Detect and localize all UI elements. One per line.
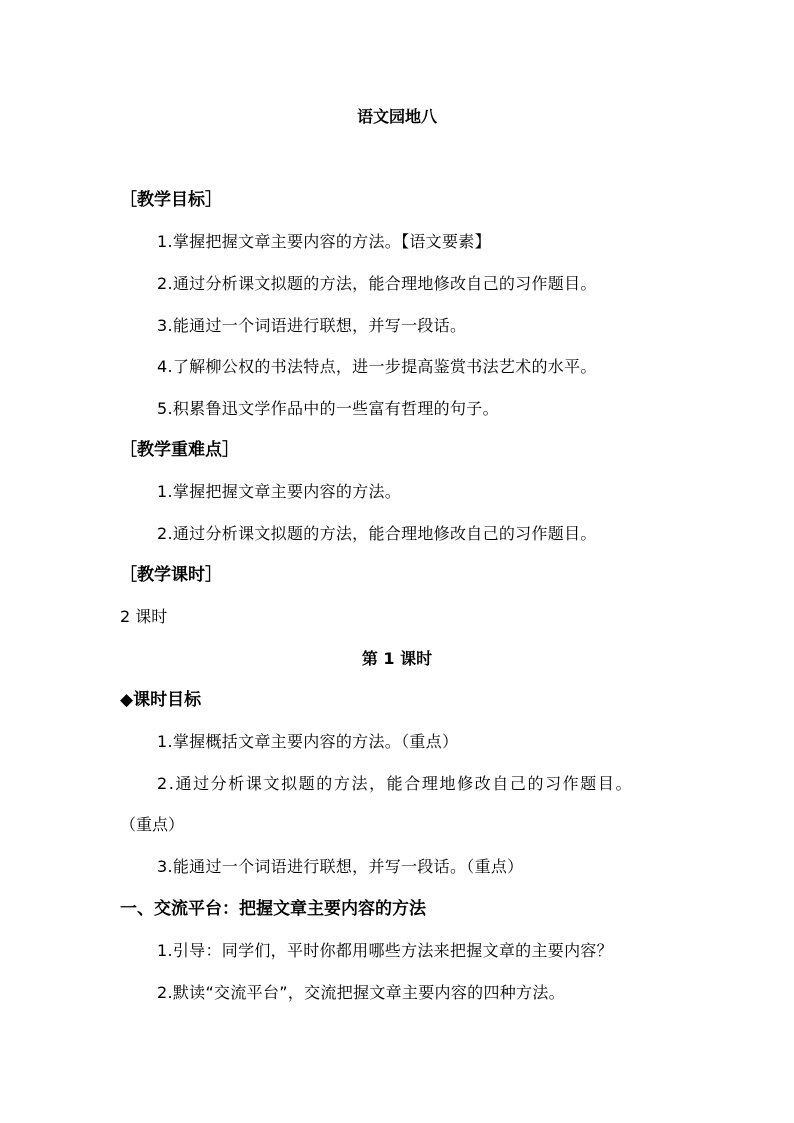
objective-item: 3.能通过一个词语进行联想，并写一段话。: [157, 316, 467, 335]
objective-item: 4.了解柳公权的书法特点，进一步提高鉴赏书法艺术的水平。: [157, 357, 597, 376]
document-title: 语文园地八: [356, 107, 437, 126]
lesson-goals-heading: ◆课时目标: [120, 690, 202, 710]
objective-item: 5.积累鲁迅文学作品中的一些富有哲理的句子。: [157, 399, 499, 418]
key-point-item: 2.通过分析课文拟题的方法，能合理地修改自己的习作题目。: [157, 524, 597, 543]
section-heading: 一、交流平台：把握文章主要内容的方法: [120, 899, 426, 919]
lesson-title: 第 1 课时: [361, 649, 433, 668]
lesson-goal-item: 2.通过分析课文拟题的方法，能合理地修改自己的习作题目。: [157, 774, 634, 793]
key-point-item: 1.掌握把握文章主要内容的方法。: [157, 482, 402, 501]
section-item: 1.引导：同学们，平时你都用哪些方法来把握文章的主要内容？: [157, 941, 613, 960]
periods-heading: ［教学课时］: [120, 565, 222, 585]
section-item: 2.默读“交流平台”，交流把握文章主要内容的四种方法。: [157, 983, 565, 1002]
lesson-goal-item: 1.掌握概括文章主要内容的方法。（重点）: [157, 732, 459, 751]
objectives-heading: ［教学目标］: [120, 190, 222, 210]
lesson-goal-item: 3.能通过一个词语进行联想，并写一段话。（重点）: [157, 857, 524, 876]
objective-item: 1.掌握把握文章主要内容的方法。【语文要素】: [157, 232, 491, 251]
objective-item: 2.通过分析课文拟题的方法，能合理地修改自己的习作题目。: [157, 274, 597, 293]
key-points-heading: ［教学重难点］: [120, 440, 239, 460]
lesson-goal-item-continued: （重点）: [120, 815, 185, 834]
periods-value: 2 课时: [120, 607, 168, 626]
